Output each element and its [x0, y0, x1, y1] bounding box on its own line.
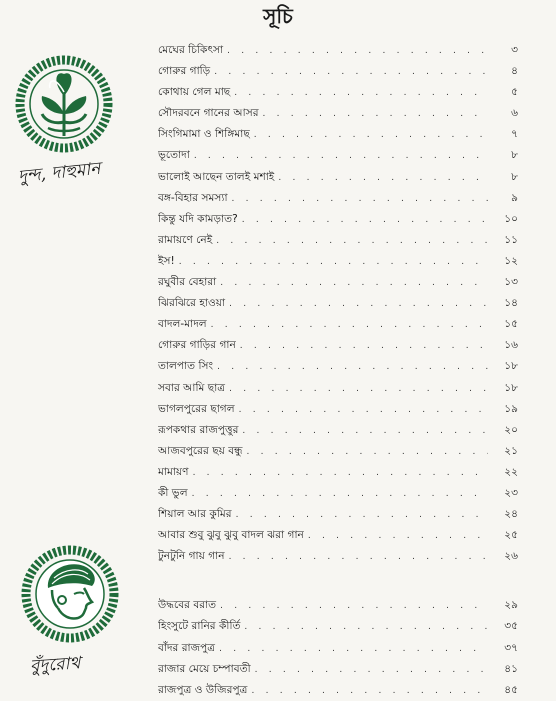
toc-entry-page: ২০: [504, 423, 518, 436]
toc-entry-page: ৩: [511, 44, 518, 56]
toc-entry-title: ঝিরঝিরে হাওয়া: [158, 297, 226, 310]
toc-entry-page: ১৮: [504, 381, 518, 394]
dot-leader: [232, 189, 488, 209]
toc-entry: [158, 680, 518, 701]
toc-entry: [158, 595, 518, 616]
dot-leader: [244, 617, 488, 637]
toc-entry-title: গোরুর গাড়ির গান: [158, 339, 236, 352]
table-of-contents: [158, 40, 518, 701]
toc-entry: [158, 230, 518, 251]
contents-section-2: [158, 595, 518, 700]
toc-entry-title: গোরুর গাড়ি: [158, 65, 211, 78]
toc-entry-title: বাদল-মাদল: [158, 318, 207, 331]
dot-leader: [278, 168, 488, 188]
toc-entry-title: রাজার মেয়ে চম্পাবতী: [158, 662, 251, 675]
toc-entry-page: ৮: [511, 149, 518, 162]
toc-entry-title: আজবপুরের ছয় বন্ধু: [158, 444, 243, 457]
dot-leader: [242, 421, 488, 441]
toc-entry-page: ১৩: [504, 276, 518, 289]
dot-leader: [234, 83, 488, 103]
toc-entry-page: ৪: [511, 65, 518, 78]
dot-leader: [214, 62, 488, 82]
toc-entry-title: বঙ্গ-বিহার সমস্যা: [158, 191, 228, 204]
section-gap: [158, 567, 518, 595]
toc-entry-page: ১২: [504, 254, 518, 267]
toc-entry: [158, 124, 518, 145]
toc-entry-page: ৬: [511, 107, 518, 120]
toc-entry-page: ৫: [511, 86, 518, 99]
toc-entry: [158, 399, 518, 420]
dot-leader: [229, 379, 488, 399]
toc-entry: [158, 103, 518, 124]
toc-entry-page: ৪৫: [504, 683, 518, 696]
toc-entry-page: ২৫: [504, 529, 518, 542]
toc-entry: [158, 167, 518, 188]
toc-entry: [158, 441, 518, 462]
toc-entry: [158, 145, 518, 166]
toc-entry: [158, 546, 518, 567]
toc-entry-title: মেঘের চিকিৎসা: [158, 44, 224, 56]
dot-leader: [192, 484, 488, 504]
toc-entry-page: ৩৭: [504, 641, 518, 654]
toc-entry-title: টুনটুনি গায় গান: [158, 550, 225, 563]
toc-entry-page: ২১: [504, 444, 518, 457]
dot-leader: [251, 681, 488, 701]
toc-entry: [158, 504, 518, 525]
dot-leader: [217, 357, 488, 377]
toc-entry-title: আবার শুবু ঝুবু ঝুবু বাদল ঝরা গান: [158, 529, 304, 542]
dot-leader: [242, 210, 488, 230]
toc-entry-title: সবার আমি ছাত্র: [158, 381, 226, 394]
toc-entry-title: কী ভুল: [158, 486, 188, 499]
toc-entry-title: ইস!: [158, 254, 175, 267]
toc-entry-page: ১০: [504, 212, 518, 225]
toc-entry: [158, 293, 518, 314]
toc-entry-page: ৮: [511, 170, 518, 183]
dot-leader: [220, 596, 488, 616]
signature-1: দুন্দ, দাহুমান: [17, 158, 102, 188]
toc-entry-title: রঘুবীর বেহারা: [158, 276, 217, 289]
toc-entry-page: ১৪: [504, 297, 518, 310]
toc-entry-title: বাঁদর রাজপুত্র: [158, 641, 216, 654]
toc-entry-page: ৩৫: [504, 620, 518, 633]
dot-leader: [194, 146, 488, 166]
toc-entry: [158, 462, 518, 483]
toc-entry-title: মামায়ণ: [158, 465, 189, 478]
dot-leader: [193, 463, 488, 483]
toc-entry-title: ভালোই আছেন তালই মশাই: [158, 170, 275, 183]
dot-leader: [263, 104, 488, 124]
dot-leader: [229, 294, 488, 314]
toc-entry: [158, 659, 518, 680]
toc-entry: [158, 616, 518, 637]
toc-entry-title: সৌদরবনে গানের আসর: [158, 107, 259, 120]
dot-leader: [211, 315, 488, 335]
dot-leader: [216, 231, 488, 251]
dot-leader: [239, 400, 488, 420]
toc-entry-title: ভূতোদা: [158, 149, 190, 162]
toc-entry-page: ১৯: [504, 402, 518, 415]
toc-entry-page: ২৩: [504, 486, 518, 499]
toc-entry-page: ১৮: [504, 360, 518, 373]
dot-leader: [247, 442, 488, 462]
toc-entry-title: তালপাত সিং: [158, 360, 214, 373]
toc-entry: [158, 378, 518, 399]
dot-leader: [308, 526, 488, 546]
toc-entry-title: হিংসুটে রানির কীর্তি: [158, 620, 241, 633]
signature-2: বুঁদুরোথ: [29, 653, 82, 677]
toc-entry-page: ৯: [511, 191, 518, 204]
dot-leader: [254, 125, 488, 145]
floral-emblem-icon: [12, 52, 116, 156]
toc-entry-title: কিন্তু যদি কামড়াত?: [158, 212, 238, 225]
toc-entry: [158, 525, 518, 546]
dot-leader: [179, 252, 488, 272]
toc-entry-page: ১৫: [504, 318, 518, 331]
toc-entry-title: রাজপুত্র ও উজিরপুত্র: [158, 683, 248, 696]
dot-leader: [220, 273, 488, 293]
toc-entry: [158, 209, 518, 230]
toc-entry-page: ২৬: [504, 550, 518, 563]
toc-entry: [158, 272, 518, 293]
dot-leader: [227, 41, 488, 61]
toc-entry-page: ২৪: [504, 508, 518, 521]
toc-entry: [158, 188, 518, 209]
dot-leader: [255, 660, 488, 680]
toc-entry-title: সিংগিমামা ও শিঙ্গিমাছ: [158, 128, 250, 141]
dot-leader: [229, 547, 488, 567]
toc-entry: [158, 356, 518, 377]
toc-entry: [158, 335, 518, 356]
toc-entry-title: রামায়ণে নেই: [158, 233, 213, 246]
toc-entry-title: রূপকথার রাজপুত্তুর: [158, 423, 239, 436]
profile-portrait-icon: [18, 542, 122, 646]
toc-entry-title: শিয়াল আর কুমির: [158, 508, 232, 521]
toc-entry-page: ২২: [504, 465, 518, 478]
contents-section-1: [158, 40, 518, 567]
toc-entry-title: কোথায় গেল মাছ: [158, 86, 231, 99]
toc-entry-title: ভাগলপুরের ছাগল: [158, 402, 235, 415]
toc-entry: [158, 638, 518, 659]
toc-entry: [158, 483, 518, 504]
dot-leader: [219, 639, 488, 659]
toc-entry-page: ১১: [504, 233, 518, 246]
page-title: সূচি: [263, 4, 293, 28]
toc-entry-page: ৭: [511, 128, 518, 141]
toc-entry: [158, 82, 518, 103]
dot-leader: [240, 336, 488, 356]
toc-entry: [158, 420, 518, 441]
toc-entry-page: ১৬: [504, 339, 518, 352]
toc-entry-title: উদ্ধবের বরাত: [158, 599, 217, 612]
toc-entry: [158, 251, 518, 272]
toc-entry: [158, 61, 518, 82]
toc-entry: [158, 314, 518, 335]
toc-entry-page: ২৯: [504, 599, 518, 612]
toc-entry-page: ৪১: [504, 662, 518, 675]
toc-entry: [158, 40, 518, 61]
dot-leader: [236, 505, 488, 525]
